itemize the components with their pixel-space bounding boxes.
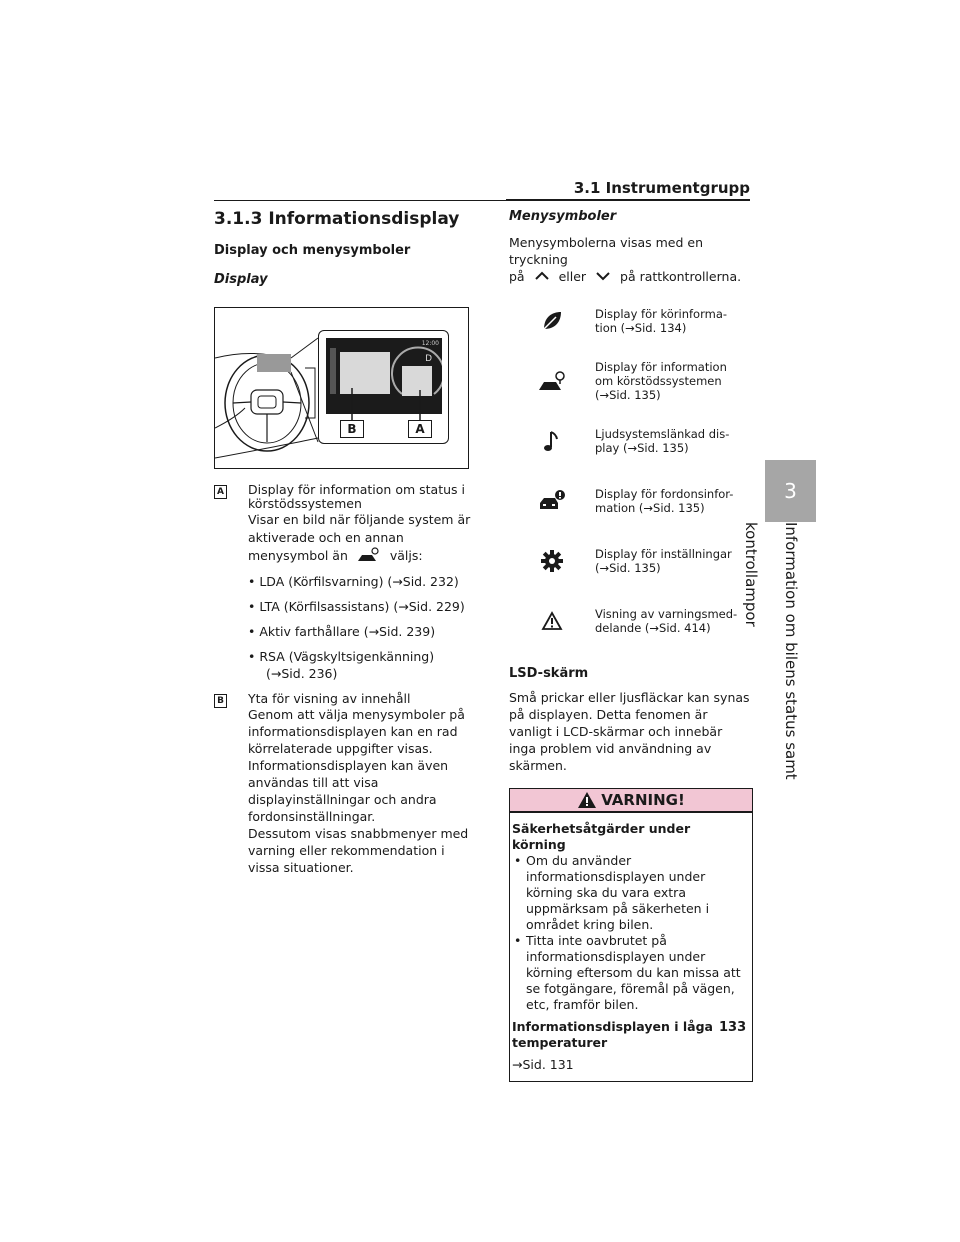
chevron-up-icon xyxy=(533,271,551,281)
right-column xyxy=(509,208,751,1082)
symbol-driving-info-line2: tion (→Sid. 134) xyxy=(595,321,687,335)
symbol-audio-line1: Ljudsystemslänkad dis- xyxy=(595,427,730,441)
warning-body xyxy=(510,813,752,1073)
item-b xyxy=(214,692,476,876)
symbol-vehicle-info-line1: Display för fordonsinfor- xyxy=(595,487,734,501)
chapter-title-vertical: Information om bilens status samt kontrollampor xyxy=(742,522,800,780)
symbol-settings-line1: Display för inställningar xyxy=(595,547,732,561)
figure-label-b: B xyxy=(340,420,364,438)
warning-heading-temperature: Informationsdisplayen i låga temperaturer xyxy=(512,1019,713,1050)
menu-symbol-list xyxy=(509,291,751,651)
gear-readout: D xyxy=(425,354,432,364)
page-number: 133 xyxy=(719,1020,747,1035)
driver-assist-icon xyxy=(536,369,568,393)
section-title: 3.1.3 Informationsdisplay xyxy=(214,209,460,229)
symbol-vehicle-info-line2: mation (→Sid. 135) xyxy=(595,501,705,515)
chevron-down-icon xyxy=(594,271,612,281)
subheading: Display och menysymboler xyxy=(214,243,411,258)
bullet-rsa-ref: (→Sid. 236) xyxy=(266,666,338,681)
symbol-row-driver-assist xyxy=(509,351,751,411)
symbol-audio-line2: play (→Sid. 135) xyxy=(595,441,689,455)
warning-triangle-icon xyxy=(541,611,563,631)
menu-intro-eller: eller xyxy=(558,269,587,284)
subheading-display: Display xyxy=(214,272,268,287)
menu-intro-tail: på rattkontrollerna. xyxy=(620,269,742,284)
warning-bullet-2: • Titta inte oavbrutet på informationsdisplayen under körning eftersom du kan missa att se fotgängare, föremål på vägen, etc, framför bilen. xyxy=(512,933,748,1013)
clock-readout: 12:00 xyxy=(421,340,439,347)
warning-bullet-1: • Om du använder informationsdisplayen under körning ska du vara extra uppmärksam på säkerheten i området kring bilen. xyxy=(512,853,748,933)
symbol-row-driving-info xyxy=(509,291,751,351)
header-rule-left xyxy=(214,200,506,201)
symbol-settings-line2: (→Sid. 135) xyxy=(595,561,661,575)
leaf-icon xyxy=(540,309,564,333)
item-b-text2: Dessutom visas snabbmenyer med varning eller rekommendation i vissa situationer. xyxy=(248,826,469,875)
item-a-marker: A xyxy=(214,485,227,499)
figure-label-a: A xyxy=(408,420,432,438)
warning-title: VARNING! xyxy=(601,791,685,809)
header-rule xyxy=(506,199,750,201)
gear-icon xyxy=(540,549,564,573)
symbol-driver-assist-line2: om körstödssystemen xyxy=(595,374,722,388)
item-b-text: Genom att välja menysymboler på informationsdisplayen kan en rad körrelaterade uppgifter visas. Informationsdisplayen kan även användas till att visa displayinställningar och andra fordonsinställningar. xyxy=(248,707,465,824)
bullet-lda: • LDA (Körfilsvarning) (→Sid. 232) xyxy=(248,574,459,589)
lsd-text: Små prickar eller ljusfläckar kan synas på displayen. Detta fenomen är vanligt i LCD-skärmar och innebär inga problem vid användning av skärmen. xyxy=(509,690,750,773)
left-column xyxy=(214,208,476,876)
menu-intro-line1: Menysymbolerna visas med en tryckning xyxy=(509,235,704,267)
item-a-text-body: Visar en bild när följande system är aktiverade och en annan menysymbol än xyxy=(248,512,471,563)
item-a xyxy=(214,483,476,565)
dashboard-illustration xyxy=(214,307,469,469)
symbol-driving-info-line1: Display för körinforma- xyxy=(595,307,728,321)
running-header: 3.1 Instrumentgrupp xyxy=(573,179,750,197)
warning-header xyxy=(510,789,752,813)
symbol-warning-line1: Visning av varningsmed- xyxy=(595,607,738,621)
symbol-row-audio xyxy=(509,411,751,471)
item-a-text xyxy=(248,511,476,565)
warning-reference: →Sid. 131 xyxy=(512,1057,574,1072)
item-b-title: Yta för visning av innehåll xyxy=(248,691,411,706)
symbol-driver-assist-line3: (→Sid. 135) xyxy=(595,388,661,402)
symbol-driver-assist-line1: Display för information xyxy=(595,360,727,374)
chapter-number: 3 xyxy=(784,479,797,503)
bullet-lta: • LTA (Körfilsassistans) (→Sid. 229) xyxy=(248,599,465,614)
menu-intro-pa: på xyxy=(509,269,525,284)
symbol-row-vehicle-info xyxy=(509,471,751,531)
menu-symbols-heading: Menysymboler xyxy=(509,209,617,224)
bullet-rsa: • RSA (Vägskyltsigenkänning) xyxy=(248,649,435,664)
bullet-acc: • Aktiv farthållare (→Sid. 239) xyxy=(248,624,436,639)
symbol-row-settings xyxy=(509,531,751,591)
warning-heading-driving: Säkerhetsåtgärder under körning xyxy=(512,821,691,852)
symbol-warning-line2: delande (→Sid. 414) xyxy=(595,621,711,635)
item-b-marker: B xyxy=(214,694,227,708)
warning-box xyxy=(509,788,753,1082)
lsd-heading: LSD-skärm xyxy=(509,666,589,681)
symbol-row-warning xyxy=(509,591,751,651)
warning-triangle-icon xyxy=(577,791,597,809)
vehicle-info-icon xyxy=(537,489,567,513)
menu-intro xyxy=(509,234,751,285)
driver-assist-icon xyxy=(356,547,382,563)
item-a-text-tail: väljs: xyxy=(389,548,423,563)
chapter-tab xyxy=(765,460,816,522)
music-note-icon xyxy=(542,429,562,453)
item-a-title: Display för information om status i körstödssystemen xyxy=(248,482,465,511)
